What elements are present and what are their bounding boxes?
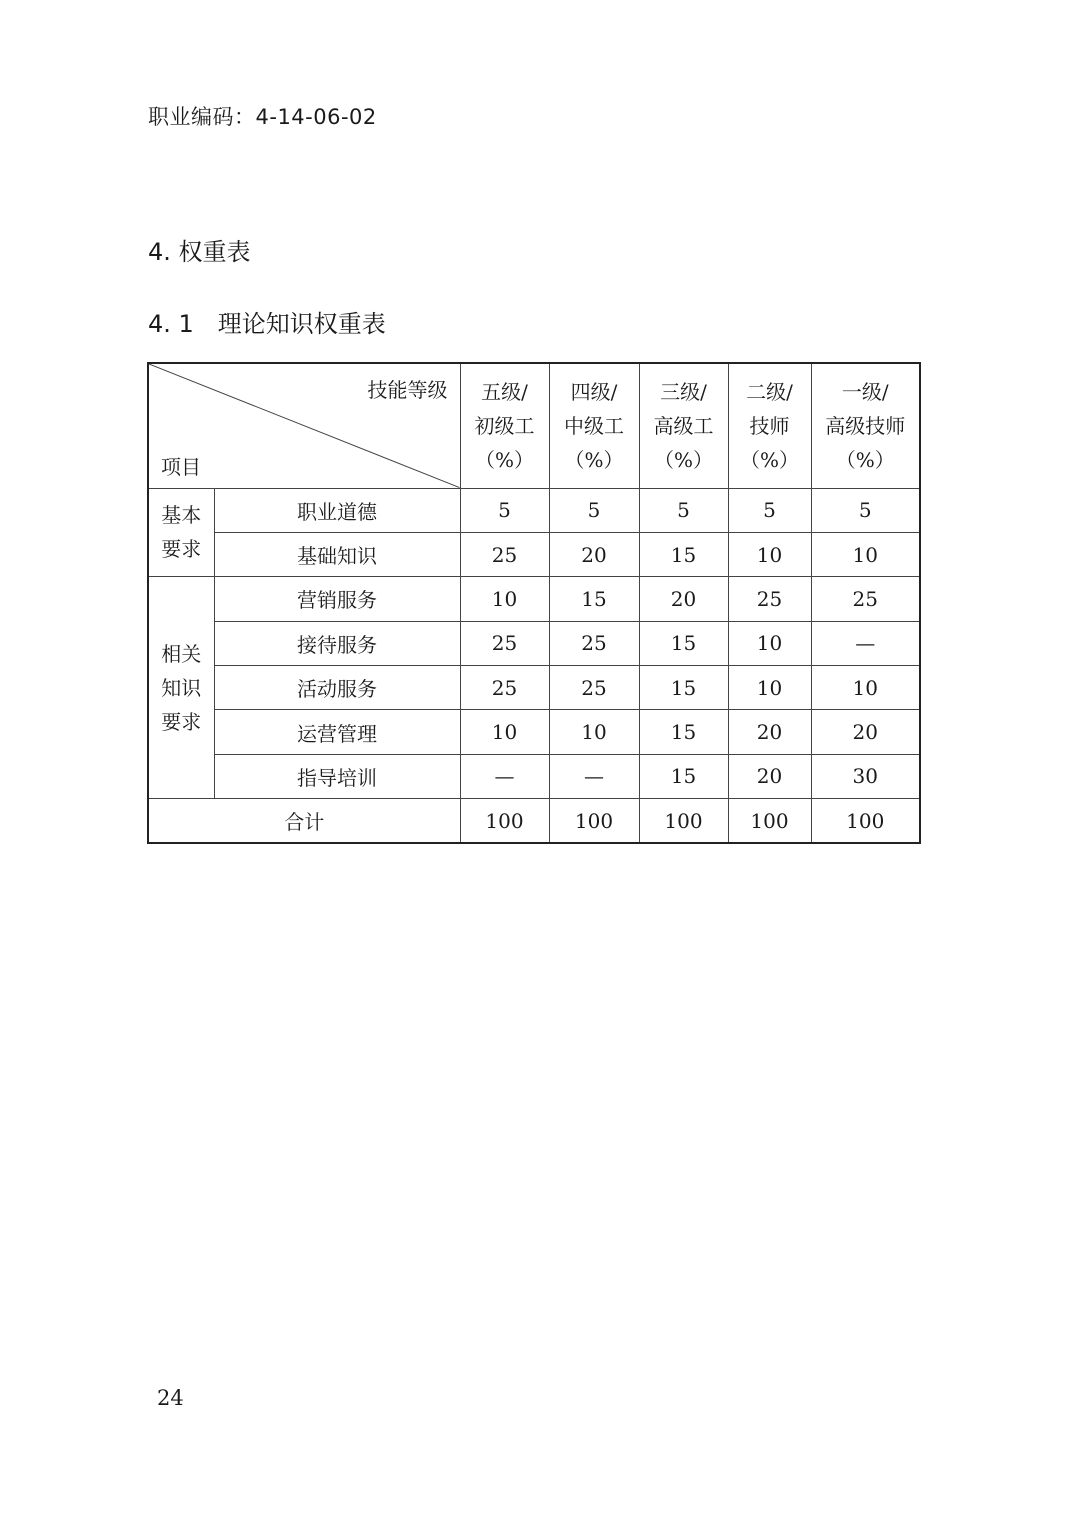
column-header-line: 五级/ bbox=[481, 379, 528, 404]
column-header-line: 高级技师 bbox=[825, 413, 906, 438]
table-cell: 15 bbox=[639, 665, 728, 709]
page-number: 24 bbox=[157, 1386, 184, 1410]
corner-header-cell bbox=[148, 363, 460, 488]
table-cell: 20 bbox=[639, 577, 728, 621]
table-cell: 15 bbox=[639, 754, 728, 798]
table-cell: 10 bbox=[728, 621, 811, 665]
corner-label-item: 项目 bbox=[161, 454, 201, 479]
table-cell: 5 bbox=[460, 488, 549, 532]
weight-table bbox=[147, 362, 921, 844]
table-cell: 20 bbox=[728, 710, 811, 754]
total-cell: 100 bbox=[549, 799, 639, 843]
subsection-title: 4. 1 理论知识权重表 bbox=[148, 310, 386, 338]
group-label-line: 相关 bbox=[161, 641, 202, 666]
table-cell: 20 bbox=[811, 710, 920, 754]
corner-label-skill-level: 技能等级 bbox=[367, 378, 448, 402]
column-header-line: 高级工 bbox=[653, 413, 714, 438]
table-cell: 20 bbox=[549, 532, 639, 576]
section-title: 4. 权重表 bbox=[148, 238, 251, 266]
column-header-line: （%） bbox=[653, 447, 713, 472]
total-cell: 100 bbox=[811, 799, 920, 843]
column-header bbox=[811, 363, 920, 488]
table-cell: 15 bbox=[639, 532, 728, 576]
occupation-code: 职业编码：4-14-06-02 bbox=[148, 105, 377, 129]
group-label-line: 要求 bbox=[161, 537, 202, 562]
table-cell: 30 bbox=[811, 754, 920, 798]
column-header-line: 二级/ bbox=[746, 379, 793, 404]
column-header-line: （%） bbox=[564, 447, 624, 472]
column-header-line: 初级工 bbox=[474, 413, 535, 438]
column-header bbox=[549, 363, 639, 488]
row-label: 接待服务 bbox=[214, 621, 460, 665]
column-header-line: 四级/ bbox=[570, 379, 618, 404]
column-header-line: （%） bbox=[835, 447, 895, 472]
column-header bbox=[460, 363, 549, 488]
row-label: 职业道德 bbox=[214, 488, 460, 532]
total-cell: 100 bbox=[639, 799, 728, 843]
column-header-line: 三级/ bbox=[660, 379, 707, 404]
table-cell: 10 bbox=[811, 532, 920, 576]
table-cell: 10 bbox=[460, 710, 549, 754]
table-cell: 20 bbox=[728, 754, 811, 798]
table-row bbox=[148, 532, 920, 576]
table-row bbox=[148, 754, 920, 798]
column-header-line: （%） bbox=[739, 447, 799, 472]
total-cell: 100 bbox=[460, 799, 549, 843]
table-cell: 10 bbox=[549, 710, 639, 754]
table-cell: 5 bbox=[549, 488, 639, 532]
table-row bbox=[148, 665, 920, 709]
group-label-related bbox=[148, 577, 214, 799]
table-cell: 5 bbox=[639, 488, 728, 532]
table-row bbox=[148, 577, 920, 621]
table-cell: 5 bbox=[811, 488, 920, 532]
group-label-line: 要求 bbox=[161, 709, 202, 734]
total-cell: 100 bbox=[728, 799, 811, 843]
table-cell: 10 bbox=[728, 665, 811, 709]
table-cell: 15 bbox=[549, 577, 639, 621]
column-header bbox=[728, 363, 811, 488]
table-cell: — bbox=[460, 754, 549, 798]
table-cell: 15 bbox=[639, 621, 728, 665]
total-label: 合计 bbox=[148, 799, 460, 843]
table-row bbox=[148, 488, 920, 532]
table-total-row bbox=[148, 799, 920, 843]
table-cell: 5 bbox=[728, 488, 811, 532]
column-header-line: （%） bbox=[474, 447, 534, 472]
column-header-line: 中级工 bbox=[564, 413, 624, 438]
table-cell: — bbox=[811, 621, 920, 665]
row-label: 运营管理 bbox=[214, 710, 460, 754]
column-header-line: 一级/ bbox=[841, 379, 889, 404]
row-label: 指导培训 bbox=[214, 754, 460, 798]
table-cell: 15 bbox=[639, 710, 728, 754]
table-cell: 10 bbox=[460, 577, 549, 621]
table-cell: 25 bbox=[728, 577, 811, 621]
table-cell: — bbox=[549, 754, 639, 798]
table-cell: 25 bbox=[460, 621, 549, 665]
table-cell: 25 bbox=[549, 665, 639, 709]
group-label-basic bbox=[148, 488, 214, 577]
group-label-line: 基本 bbox=[161, 503, 202, 528]
table-cell: 10 bbox=[728, 532, 811, 576]
table-cell: 25 bbox=[811, 577, 920, 621]
group-label-line: 知识 bbox=[161, 675, 202, 700]
table-cell: 25 bbox=[460, 532, 549, 576]
row-label: 活动服务 bbox=[214, 665, 460, 709]
table-header-row bbox=[148, 363, 920, 488]
table-row bbox=[148, 710, 920, 754]
table-cell: 10 bbox=[811, 665, 920, 709]
row-label: 基础知识 bbox=[214, 532, 460, 576]
table-row bbox=[148, 621, 920, 665]
row-label: 营销服务 bbox=[214, 577, 460, 621]
table-cell: 25 bbox=[549, 621, 639, 665]
table-cell: 25 bbox=[460, 665, 549, 709]
column-header bbox=[639, 363, 728, 488]
column-header-line: 技师 bbox=[749, 413, 790, 438]
